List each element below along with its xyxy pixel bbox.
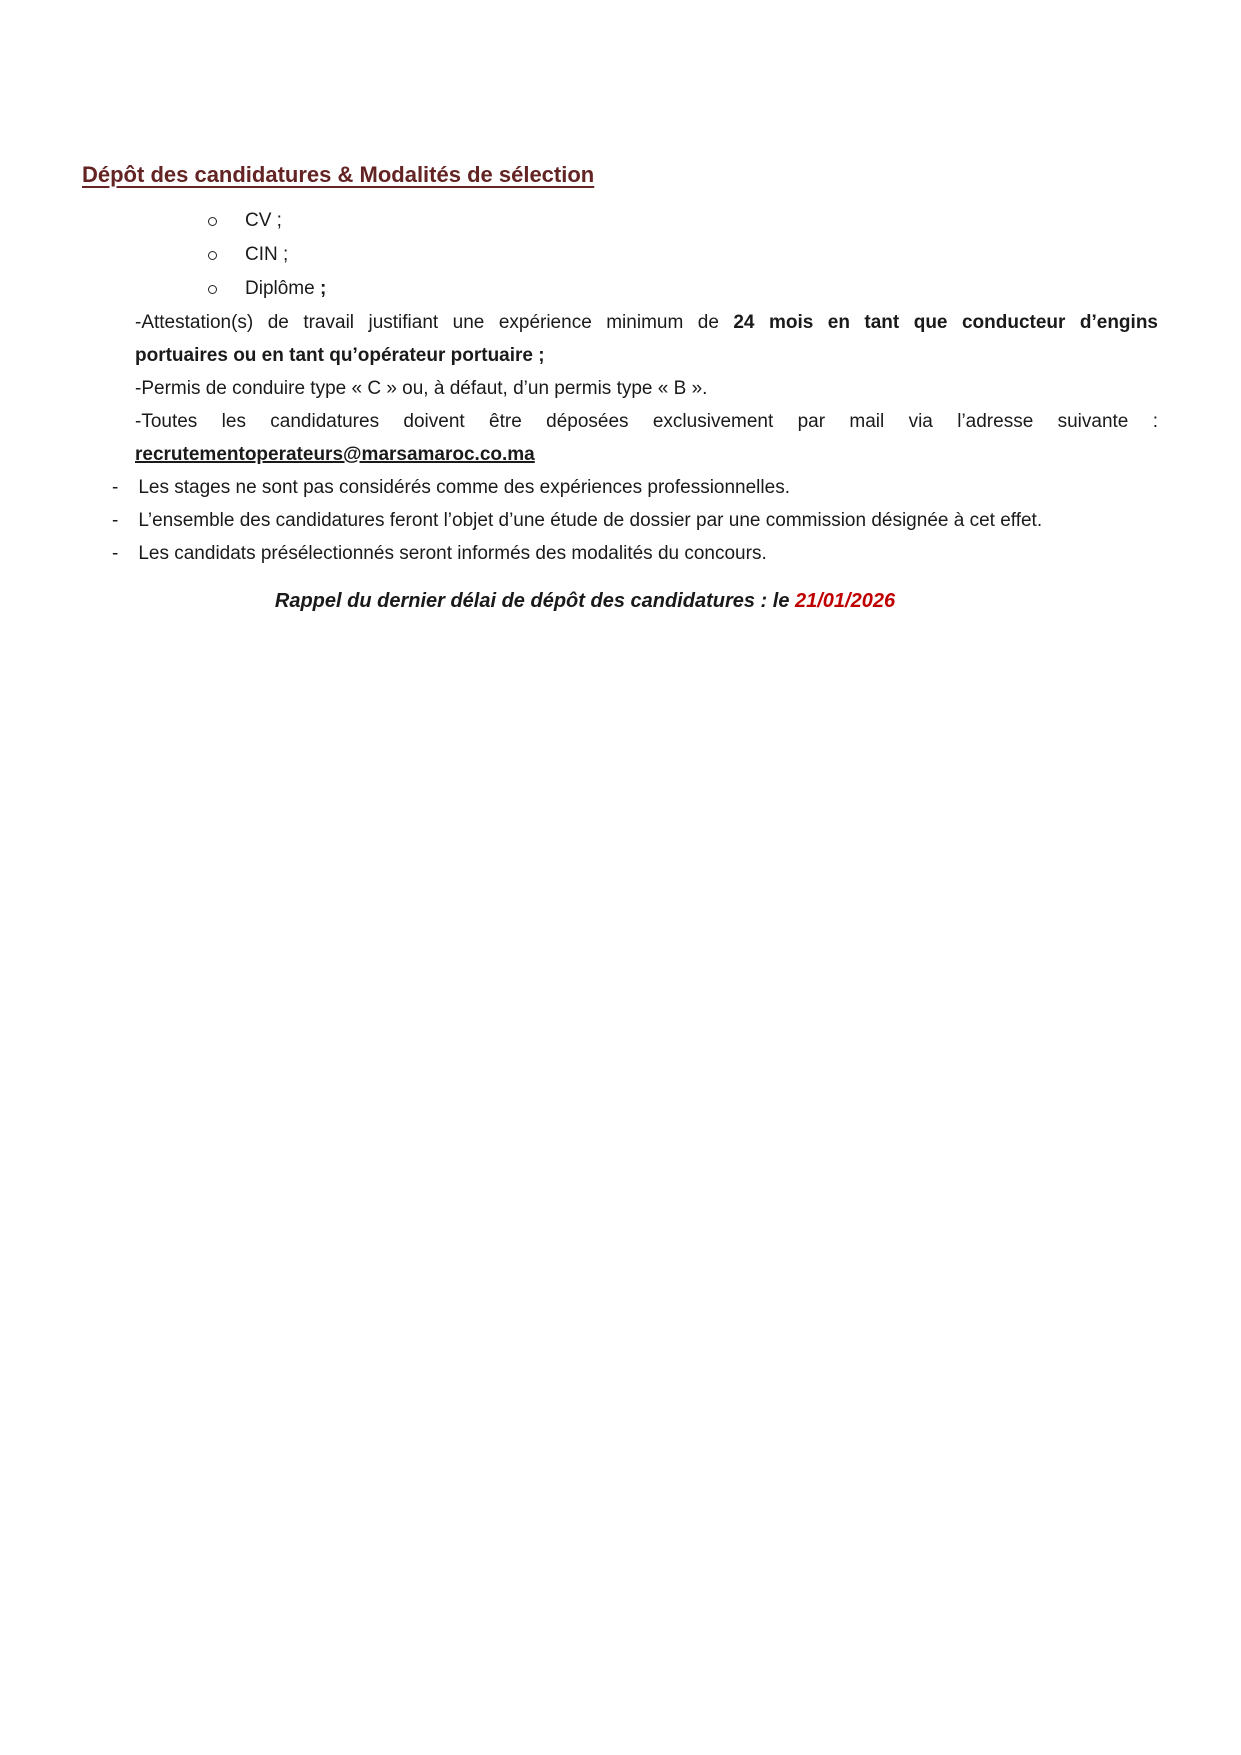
circle-bullet-icon	[208, 285, 217, 294]
circle-bullet-icon	[208, 217, 217, 226]
document-item-text: CIN ;	[245, 244, 289, 265]
document-item-text: CV ;	[245, 210, 282, 231]
toutes-paragraph: -Toutes les candidatures doivent être déposées exclusivement par mail via l’adresse suivante :	[135, 411, 1158, 432]
list-item	[82, 537, 1158, 570]
reminder-text: Rappel du dernier délai de dépôt des candidatures : le	[274, 590, 795, 612]
document-item-text: Diplôme	[245, 278, 315, 299]
documents-list	[208, 204, 1158, 306]
dash-bullet: -	[112, 543, 119, 564]
circle-bullet-icon	[208, 251, 217, 260]
list-item	[82, 504, 1158, 537]
document-item-label	[245, 204, 282, 238]
attestation-paragraph-line2: portuaires ou en tant qu’opérateur portuaire ;	[135, 345, 545, 366]
dash-bullet: -	[112, 477, 119, 498]
list-item	[208, 204, 1158, 238]
dash-bullet: -	[112, 510, 119, 531]
note-text: Les stages ne sont pas considérés comme des expériences professionnelles.	[138, 477, 790, 498]
attestation-paragraph-line1	[135, 306, 1158, 339]
list-item	[208, 238, 1158, 272]
document-item-bold-suffix: ;	[314, 278, 327, 299]
note-text: L’ensemble des candidatures feront l’objet d’une étude de dossier par une commission désignée à cet effet.	[138, 510, 1043, 531]
email-paragraph	[135, 438, 1158, 471]
section-heading: Dépôt des candidatures & Modalités de sélection	[82, 162, 595, 187]
reminder-line	[82, 585, 1088, 618]
note-text: Les candidats présélectionnés seront informés des modalités du concours.	[138, 543, 767, 564]
attestation-bold-text: 24 mois en tant que conducteur d’engins	[733, 312, 1158, 333]
notes-list	[82, 471, 1158, 570]
document-item-label	[245, 238, 288, 272]
list-item	[82, 471, 1158, 504]
permis-paragraph: -Permis de conduire type « C » ou, à défaut, d’un permis type « B ».	[135, 378, 708, 399]
email-link[interactable]: recrutementoperateurs@marsamaroc.co.ma	[135, 444, 535, 465]
list-item	[208, 272, 1158, 306]
document-item-label	[245, 272, 326, 306]
attestation-text: -Attestation(s) de travail justifiant une expérience minimum de	[135, 312, 734, 333]
reminder-date: 21/01/2026	[795, 590, 896, 612]
